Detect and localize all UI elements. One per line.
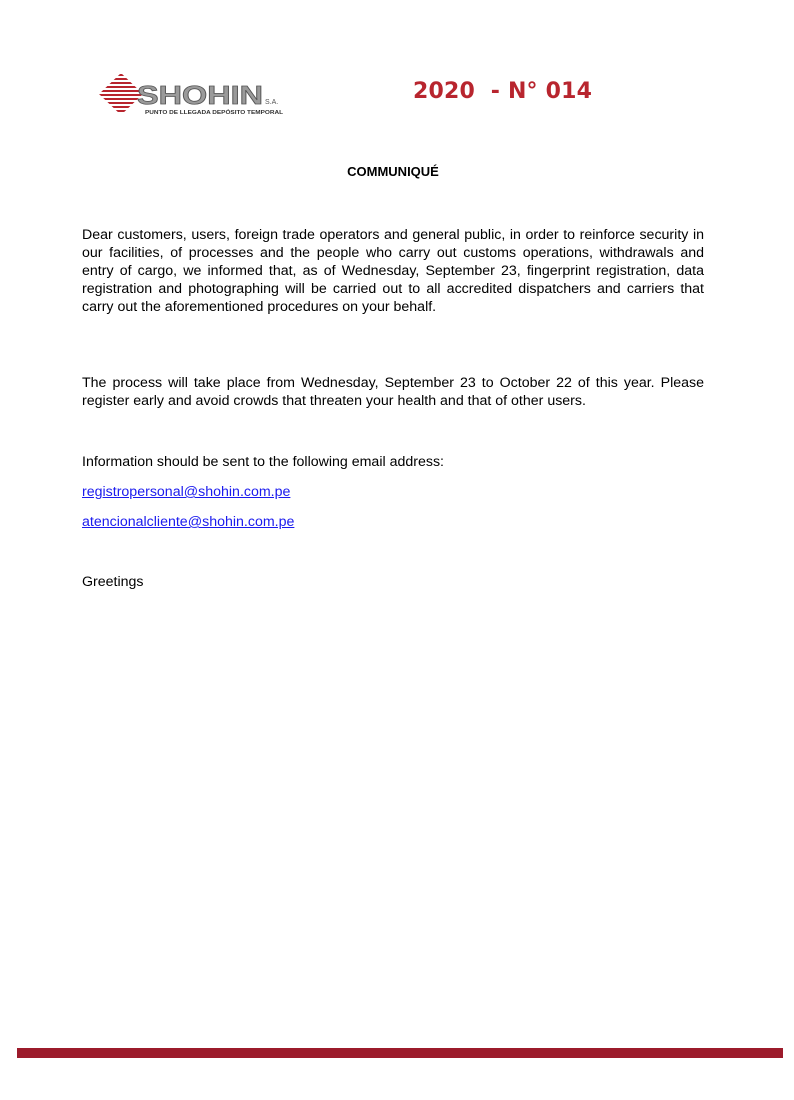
company-logo [99, 73, 289, 121]
logo-brand: SHOHIN [137, 80, 263, 110]
closing-greeting: Greetings [82, 574, 144, 590]
logo-suffix: S.A. [265, 99, 279, 106]
email-link-registro[interactable]: registropersonal@shohin.com.pe [82, 484, 291, 500]
email-link-row [82, 513, 294, 531]
paragraph-intro: Dear customers, users, foreign trade operators and general public, in order to reinforce security in our facilities, of processes and the people who carry out customs operations, withdrawals and entry of cargo, we informed that, as of Wednesday, September 23, fingerprint registration, data registration and photographing will be carried out to all accredited dispatchers and carriers that carry out the aforementioned procedures on your behalf. [82, 227, 704, 315]
page-title: COMMUNIQUÉ [347, 164, 439, 179]
footer-bar [17, 1048, 783, 1058]
document-number: 2020 - N° 014 [413, 79, 593, 104]
logo-tagline: PUNTO DE LLEGADA DEPÓSITO TEMPORAL [145, 110, 257, 116]
email-link-atencion[interactable]: atencionalcliente@shohin.com.pe [82, 514, 295, 530]
email-link-row [82, 483, 290, 501]
email-info-text: Information should be sent to the following email address: [82, 454, 444, 470]
paragraph-process: The process will take place from Wednesday, September 23 to October 22 of this year. Please register early and avoid crowds that threaten your health and that of other users. [82, 375, 704, 409]
